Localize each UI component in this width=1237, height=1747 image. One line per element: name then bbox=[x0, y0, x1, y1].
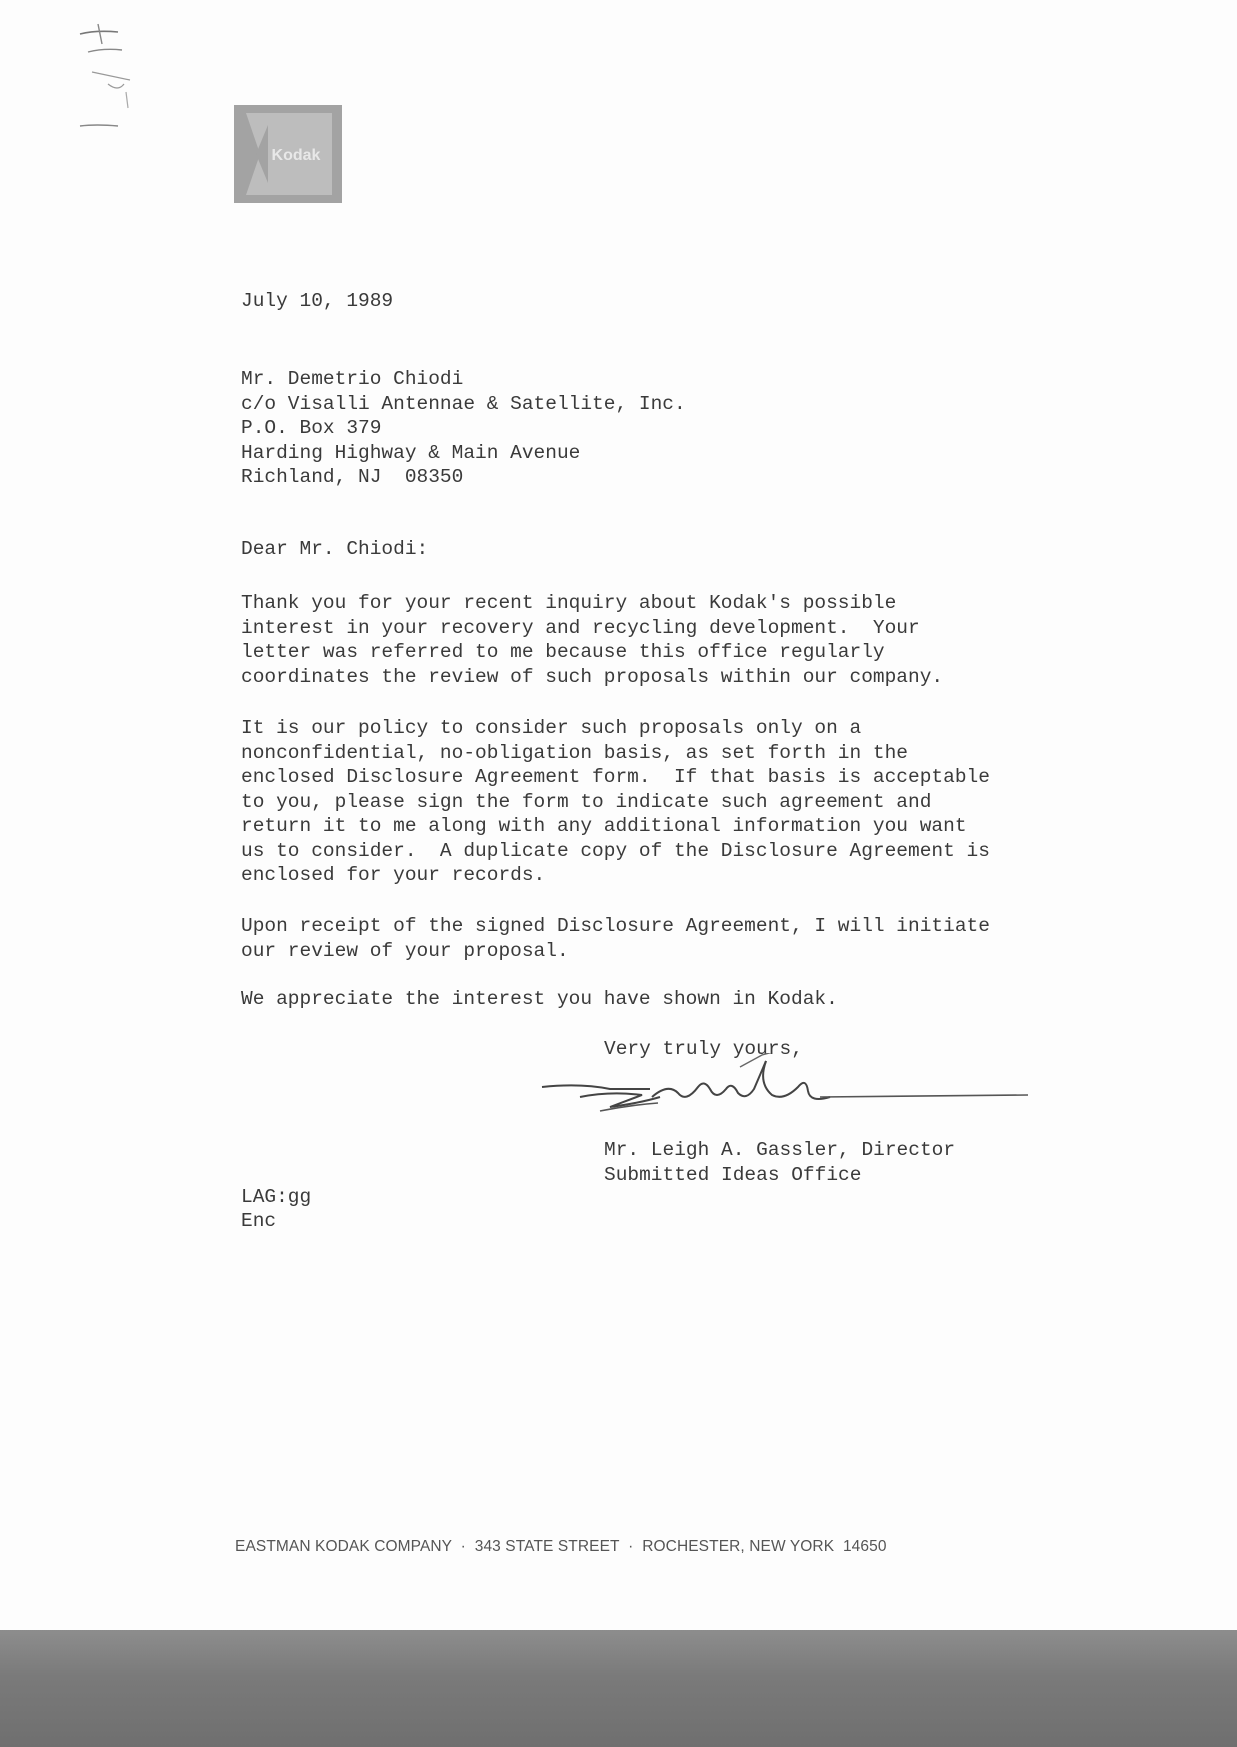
address-line: Harding Highway & Main Avenue bbox=[241, 441, 581, 464]
text-line: return it to me along with any additional information you want bbox=[241, 815, 967, 837]
text-line: Upon receipt of the signed Disclosure Agreement, I will initiate bbox=[241, 915, 990, 937]
text-line: interest in your recovery and recycling development. Your bbox=[241, 616, 920, 639]
company-footer: EASTMAN KODAK COMPANY · 343 STATE STREET · ROCHESTER, NEW YORK 14650 bbox=[235, 1538, 887, 1555]
paragraph-intro bbox=[241, 591, 943, 689]
paragraph-policy bbox=[241, 716, 990, 888]
address-line: P.O. Box 379 bbox=[241, 417, 382, 439]
enclosure-note: Enc bbox=[241, 1210, 277, 1232]
text-line: to you, please sign the form to indicate such agreement and bbox=[241, 790, 932, 813]
paragraph-review bbox=[241, 914, 990, 963]
signer-name: Mr. Leigh A. Gassler, Director bbox=[604, 1139, 956, 1161]
signature bbox=[540, 1053, 1030, 1123]
logo-text: Kodak bbox=[271, 147, 321, 164]
closing: Very truly yours, bbox=[604, 1038, 803, 1060]
signer-block bbox=[604, 1138, 955, 1187]
reference-initials bbox=[241, 1185, 311, 1233]
kodak-logo bbox=[234, 105, 342, 203]
signer-title: Submitted Ideas Office bbox=[604, 1163, 862, 1186]
paragraph-appreciation bbox=[241, 987, 838, 1012]
typist-initials: LAG:gg bbox=[241, 1186, 312, 1208]
text-line: We appreciate the interest you have shown in Kodak. bbox=[241, 988, 838, 1010]
address-line: Mr. Demetrio Chiodi bbox=[241, 368, 464, 390]
text-line: letter was referred to me because this office regularly bbox=[241, 641, 885, 663]
text-line: coordinates the review of such proposals within our company. bbox=[241, 665, 944, 688]
text-line: us to consider. A duplicate copy of the Disclosure Agreement is bbox=[241, 839, 990, 862]
text-line: our review of your proposal. bbox=[241, 939, 569, 962]
letter-date: July 10, 1989 bbox=[241, 290, 394, 312]
address-line: Richland, NJ 08350 bbox=[241, 466, 464, 488]
scan-border bbox=[0, 1630, 1237, 1747]
text-line: enclosed Disclosure Agreement form. If that basis is acceptable bbox=[241, 766, 990, 788]
recipient-address bbox=[241, 367, 686, 490]
handwritten-mark bbox=[78, 22, 148, 132]
text-line: It is our policy to consider such proposals only on a bbox=[241, 717, 862, 739]
address-line: c/o Visalli Antennae & Satellite, Inc. bbox=[241, 392, 686, 415]
salutation: Dear Mr. Chiodi: bbox=[241, 538, 429, 560]
text-line: Thank you for your recent inquiry about Kodak's possible bbox=[241, 592, 897, 614]
text-line: enclosed for your records. bbox=[241, 864, 546, 886]
text-line: nonconfidential, no-obligation basis, as set forth in the bbox=[241, 741, 909, 764]
